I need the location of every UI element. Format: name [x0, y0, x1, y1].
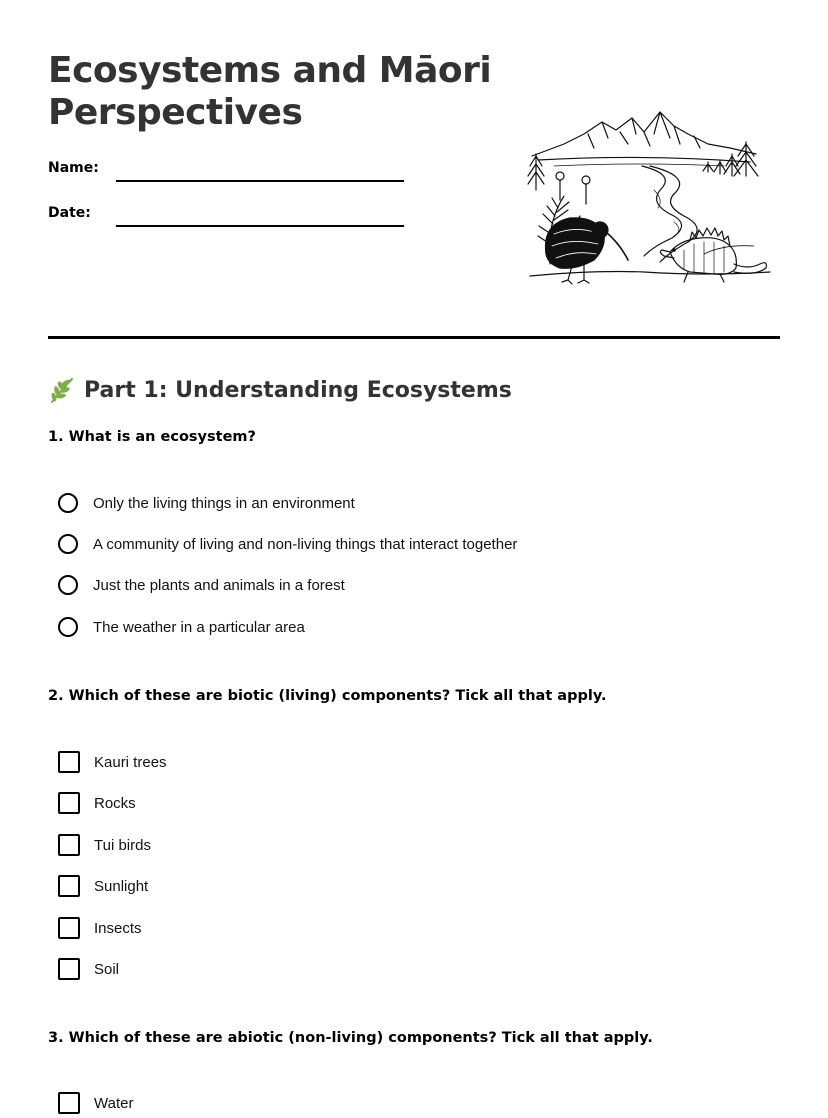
radio-button[interactable]	[58, 575, 78, 595]
radio-button[interactable]	[58, 534, 78, 554]
option-label: A community of living and non-living things that interact together	[93, 535, 518, 553]
option-label: Rocks	[94, 794, 136, 812]
radio-button[interactable]	[58, 493, 78, 513]
q1-option-4[interactable]	[58, 615, 305, 639]
checkbox[interactable]	[58, 875, 80, 897]
checkbox[interactable]	[58, 917, 80, 939]
checkbox[interactable]	[58, 792, 80, 814]
q1-option-2[interactable]	[58, 532, 517, 556]
question-2-text: 2. Which of these are biotic (living) components? Tick all that apply.	[48, 688, 607, 704]
option-label: The weather in a particular area	[93, 618, 305, 636]
q2-option-4[interactable]	[58, 874, 148, 898]
option-label: Soil	[94, 960, 120, 978]
option-label: Sunlight	[94, 877, 149, 895]
checkbox[interactable]	[58, 1092, 80, 1114]
option-label: Only the living things in an environment	[93, 494, 355, 512]
q2-option-3[interactable]	[58, 833, 151, 857]
q2-option-6[interactable]	[58, 957, 119, 981]
checkbox[interactable]	[58, 751, 80, 773]
option-label: Insects	[94, 919, 142, 937]
option-label: Kauri trees	[94, 753, 167, 771]
question-1-text: 1. What is an ecosystem?	[48, 429, 256, 445]
page-title-line-1: Ecosystems and Māori	[48, 50, 492, 91]
q2-option-5[interactable]	[58, 916, 142, 940]
checkbox[interactable]	[58, 834, 80, 856]
option-label: Just the plants and animals in a forest	[93, 576, 345, 594]
leaf-icon	[48, 376, 76, 404]
name-field[interactable]	[116, 180, 404, 182]
q2-option-2[interactable]	[58, 791, 136, 815]
option-label: Tui birds	[94, 836, 151, 854]
q1-option-1[interactable]	[58, 491, 355, 515]
date-label: Date:	[48, 205, 91, 221]
date-field[interactable]	[116, 225, 404, 227]
radio-button[interactable]	[58, 617, 78, 637]
q1-option-3[interactable]	[58, 573, 345, 597]
page-title-line-2: Perspectives	[48, 92, 303, 133]
part1-heading-text: Part 1: Understanding Ecosystems	[84, 377, 512, 403]
option-label: Water	[94, 1094, 134, 1112]
question-3-text: 3. Which of these are abiotic (non-living) components? Tick all that apply.	[48, 1030, 653, 1046]
checkbox[interactable]	[58, 958, 80, 980]
page-title	[48, 50, 491, 134]
q2-option-1[interactable]	[58, 750, 167, 774]
section-divider	[48, 336, 780, 339]
nz-landscape-kiwi-illustration	[524, 104, 772, 288]
part1-heading	[48, 374, 512, 406]
name-label: Name:	[48, 160, 99, 176]
q3-option-1[interactable]	[58, 1091, 133, 1115]
